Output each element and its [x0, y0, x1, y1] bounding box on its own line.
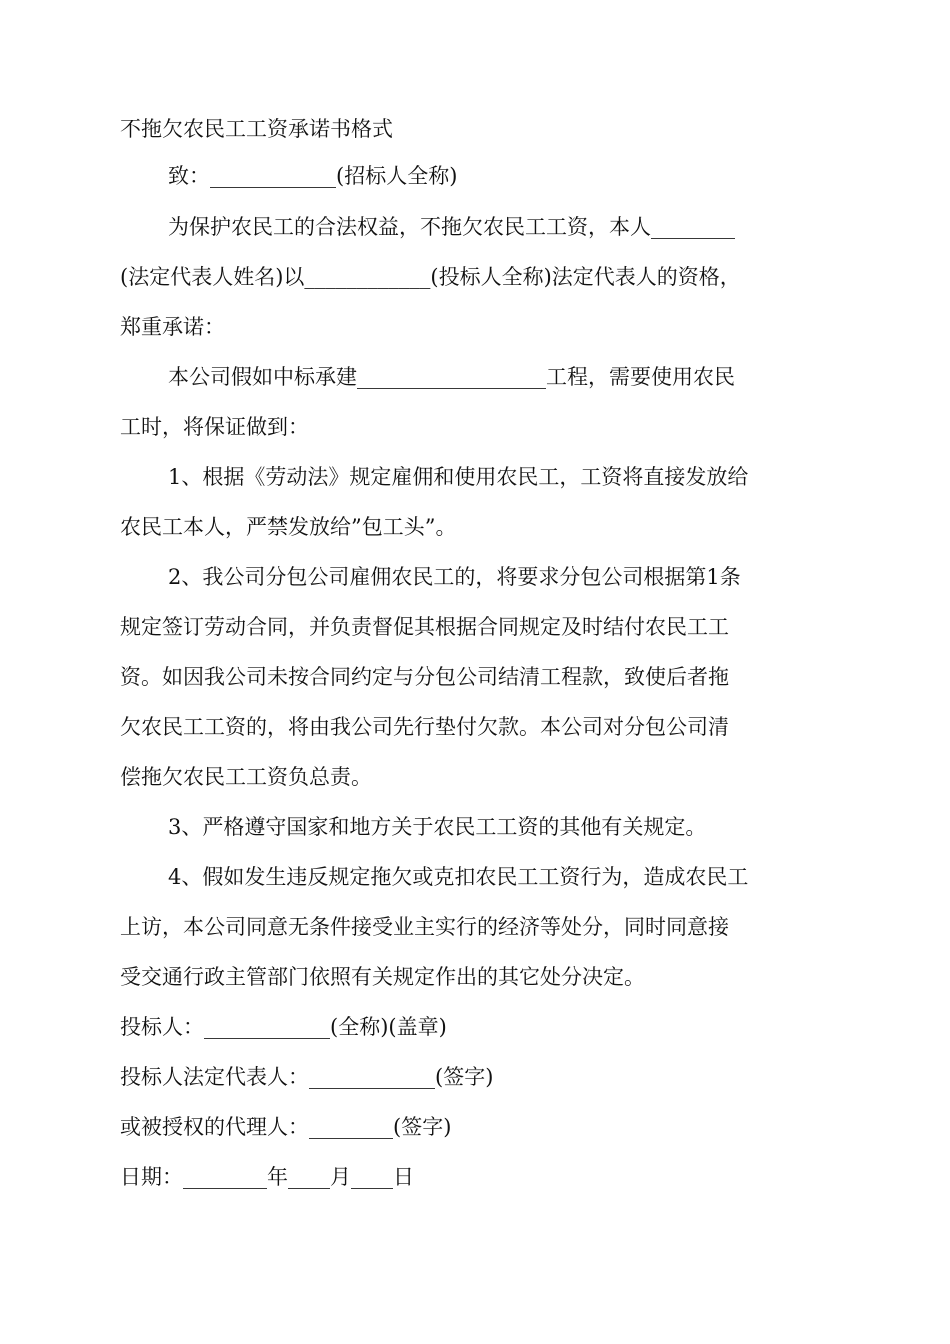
- paragraph-line: 偿拖欠农民工工资负总责。: [120, 765, 372, 789]
- addressee-line: 致：____________(招标人全称): [168, 164, 458, 188]
- signature-line-legal-rep: 投标人法定代表人：____________(签字): [120, 1065, 494, 1089]
- paragraph-line: 受交通行政主管部门依照有关规定作出的其它处分决定。: [120, 965, 645, 989]
- paragraph-line: 2、我公司分包公司雇佣农民工的，将要求分包公司根据第1条: [168, 565, 741, 589]
- paragraph-line: (法定代表人姓名)以____________(投标人全称)法定代表人的资格，: [120, 265, 741, 289]
- paragraph-line: 工时，将保证做到：: [120, 415, 309, 439]
- paragraph-line: 本公司假如中标承建__________________工程，需要使用农民: [168, 365, 735, 389]
- paragraph-line: 为保护农民工的合法权益，不拖欠农民工工资，本人________: [168, 215, 735, 239]
- paragraph-line: 4、假如发生违反规定拖欠或克扣农民工工资行为，造成农民工: [168, 865, 749, 889]
- paragraph-line: 郑重承诺：: [120, 315, 225, 339]
- signature-line-bidder: 投标人：____________(全称)(盖章): [120, 1015, 447, 1039]
- paragraph-line: 规定签订劳动合同，并负责督促其根据合同规定及时结付农民工工: [120, 615, 729, 639]
- paragraph-line: 资。如因我公司未按合同约定与分包公司结清工程款，致使后者拖: [120, 665, 729, 689]
- paragraph-line: 上访，本公司同意无条件接受业主实行的经济等处分，同时同意接: [120, 915, 729, 939]
- paragraph-line: 3、严格遵守国家和地方关于农民工工资的其他有关规定。: [168, 815, 707, 839]
- document-title: 不拖欠农民工工资承诺书格式: [120, 117, 393, 141]
- paragraph-line: 1、根据《劳动法》规定雇佣和使用农民工，工资将直接发放给: [168, 465, 749, 489]
- date-line: 日期：________年____月____日: [120, 1165, 414, 1189]
- signature-line-agent: 或被授权的代理人：________(签字): [120, 1115, 452, 1139]
- paragraph-line: 农民工本人，严禁发放给”包工头”。: [120, 515, 457, 539]
- paragraph-line: 欠农民工工资的，将由我公司先行垫付欠款。本公司对分包公司清: [120, 715, 729, 739]
